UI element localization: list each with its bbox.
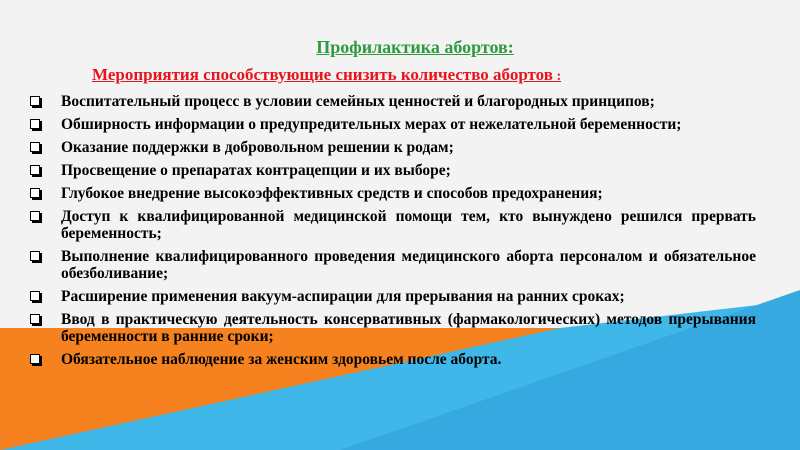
list-item-text: Доступ к квалифицированной медицинской помощи тем, кто вынуждено решился прервать беременность; <box>61 208 756 242</box>
slide-title: Профилактика абортов: <box>316 37 514 57</box>
checkbox-square-icon <box>30 211 40 221</box>
checkbox-square-icon <box>30 188 40 198</box>
list-item <box>30 93 756 110</box>
checkbox-square-icon <box>30 291 40 301</box>
list-item <box>30 351 756 368</box>
measures-list <box>30 93 756 374</box>
list-item <box>30 208 756 242</box>
list-item <box>30 185 756 202</box>
checkbox-square-icon <box>30 251 40 261</box>
list-item-text: Расширение применения вакуум-аспирации для прерывания на ранних сроках; <box>61 288 625 305</box>
checkbox-square-icon <box>30 354 40 364</box>
list-item <box>30 162 756 179</box>
list-item-text: Просвещение о препаратах контрацепции и их выборе; <box>61 162 451 179</box>
list-item-text: Обширность информации о предупредительных мерах от нежелательной беременности; <box>61 116 682 133</box>
list-item <box>30 248 756 282</box>
list-item <box>30 139 756 156</box>
subtitle-text: Мероприятия способствующие снизить количество абортов <box>92 65 553 84</box>
checkbox-square-icon <box>30 165 40 175</box>
subtitle-suffix: : <box>552 69 562 84</box>
checkbox-square-icon <box>30 142 40 152</box>
list-item-text: Воспитательный процесс в условии семейных ценностей и благородных принципов; <box>61 93 655 110</box>
list-item <box>30 288 756 305</box>
list-item-text: Глубокое внедрение высокоэффективных средств и способов предохранения; <box>61 185 603 202</box>
list-item-text: Обязательное наблюдение за женским здоровьем после аборта. <box>61 351 502 368</box>
checkbox-square-icon <box>30 119 40 129</box>
list-item <box>30 116 756 133</box>
slide-subtitle <box>92 65 561 85</box>
list-item-text: Ввод в практическую деятельность консервативных (фармакологических) методов прерывания беременности в ранние сроки; <box>61 311 756 345</box>
checkbox-square-icon <box>30 314 40 324</box>
list-item-text: Выполнение квалифицированного проведения медицинского аборта персоналом и обязательное обезболивание; <box>61 248 756 282</box>
list-item <box>30 311 756 345</box>
list-item-text: Оказание поддержки в добровольном решении к родам; <box>61 139 454 156</box>
checkbox-square-icon <box>30 96 40 106</box>
